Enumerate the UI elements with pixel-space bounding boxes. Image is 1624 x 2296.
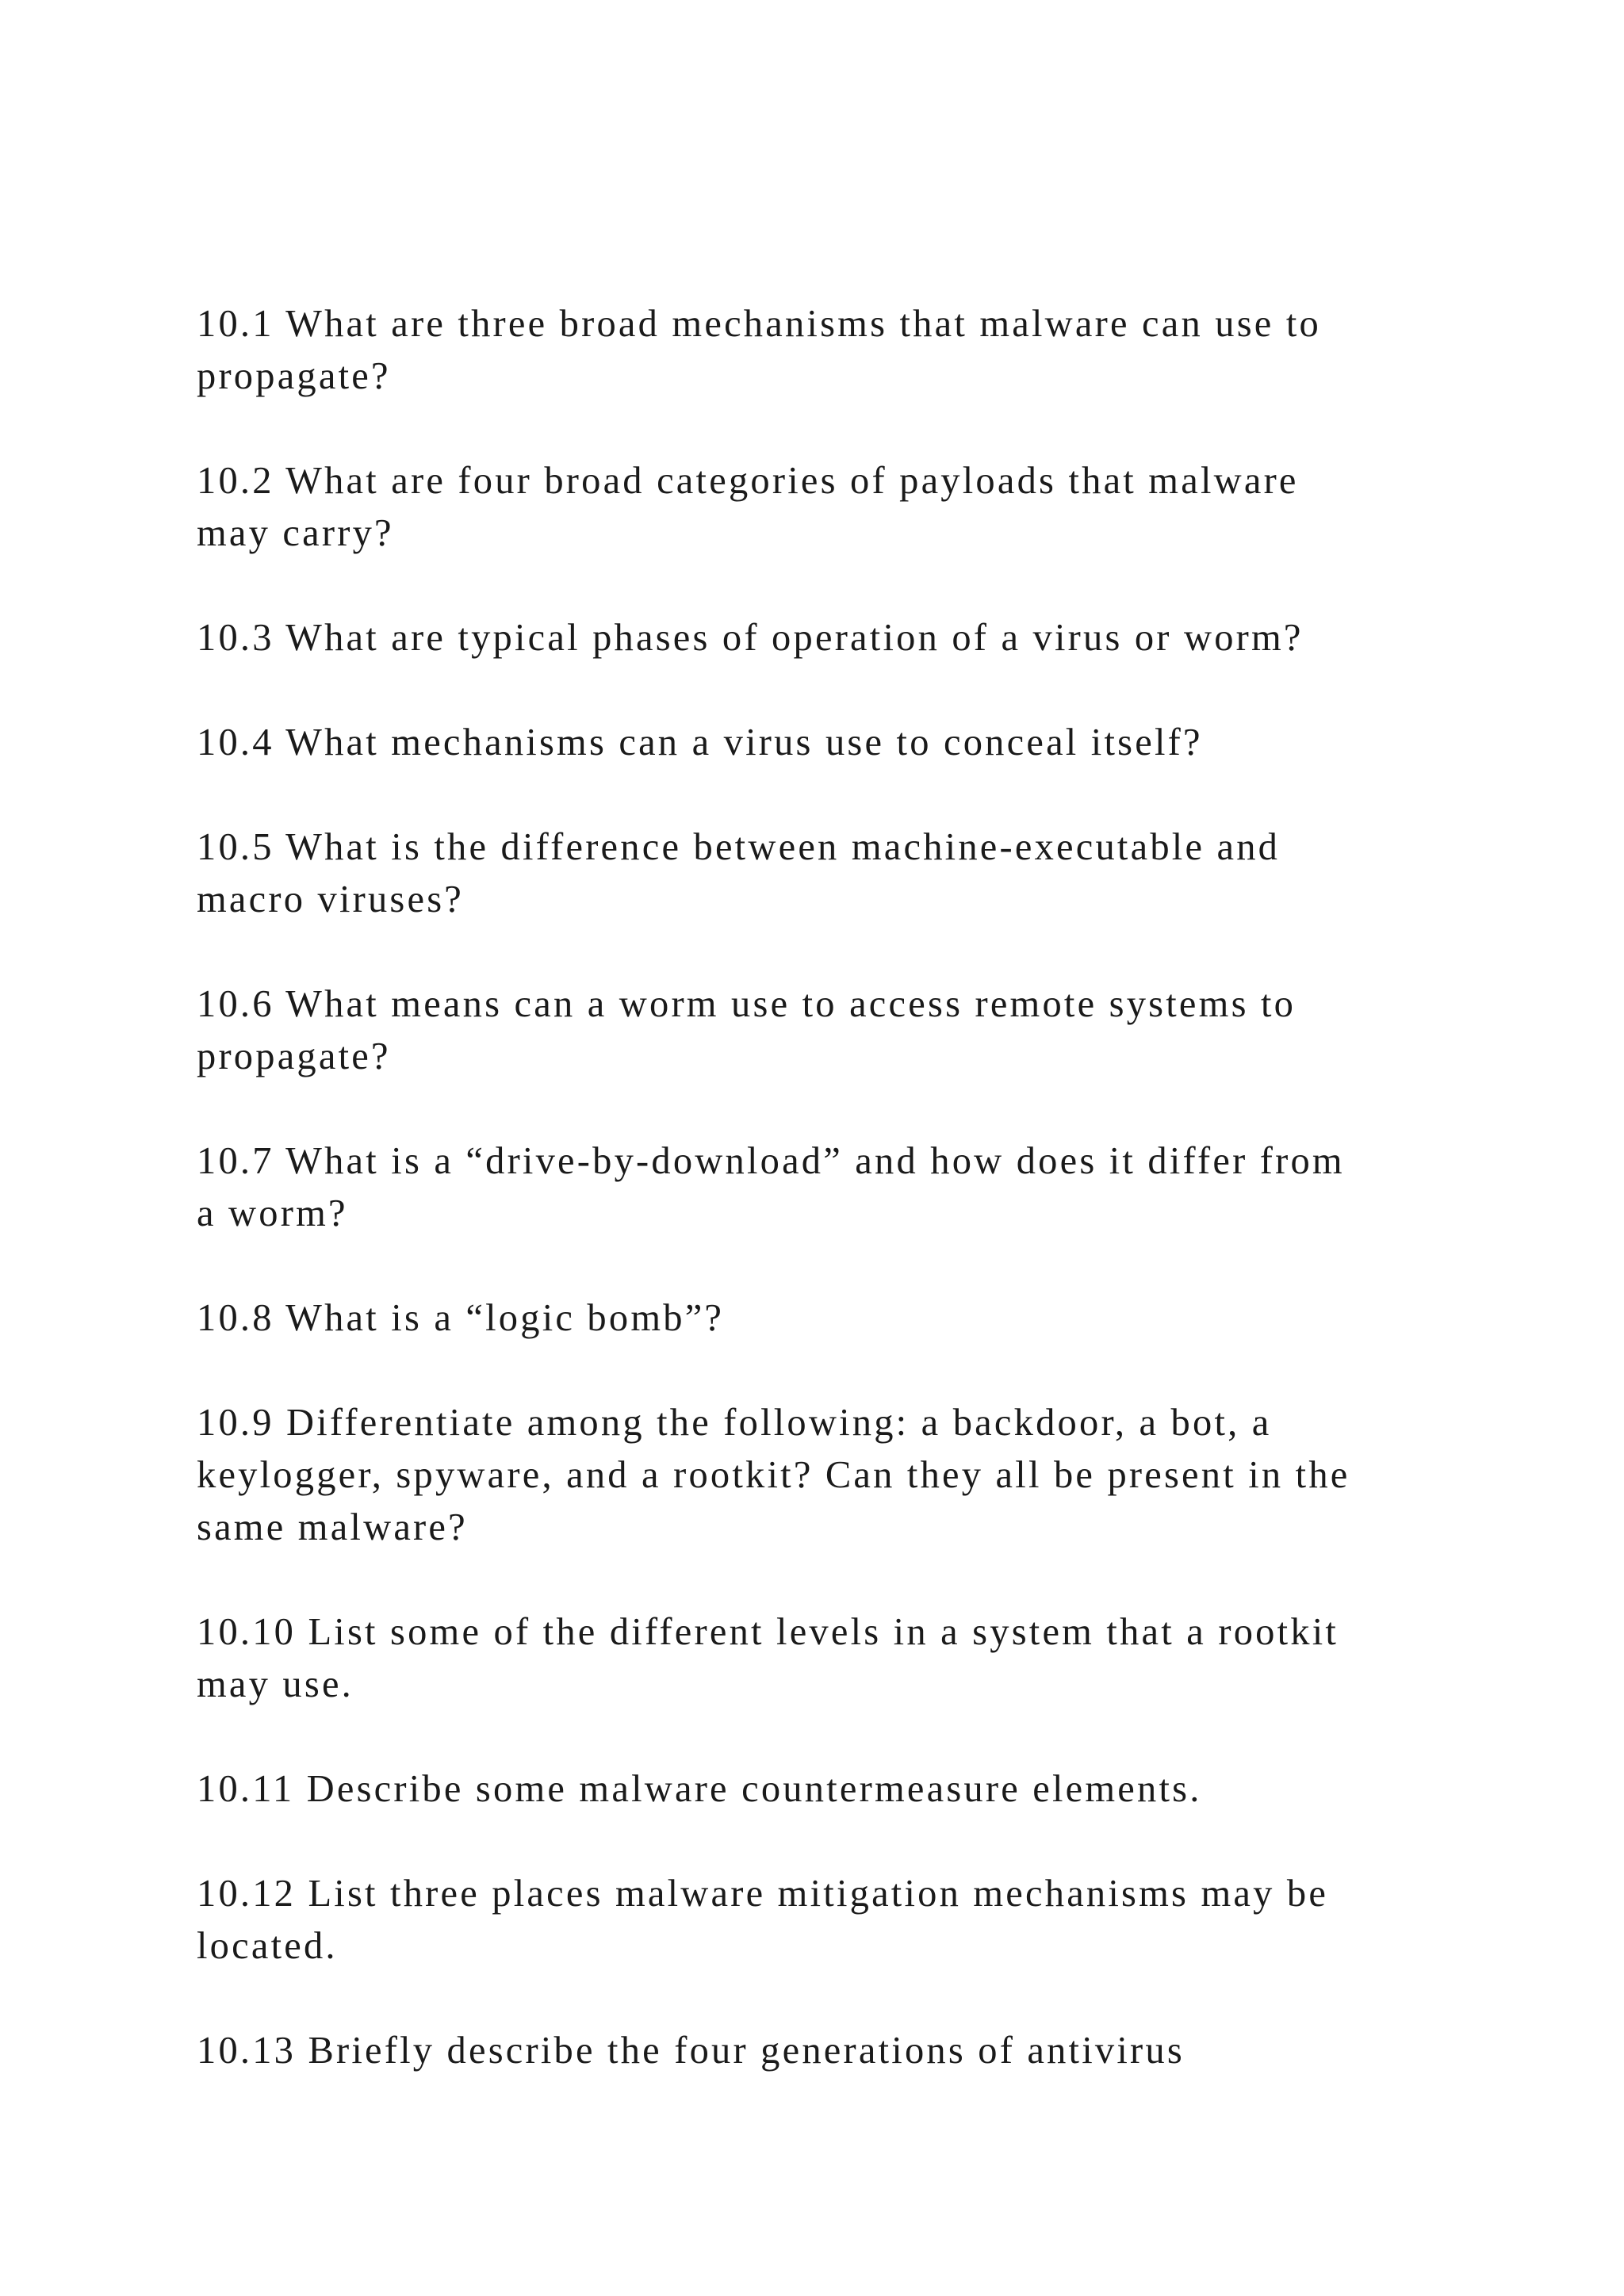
question-10-12: 10.12 List three places malware mitigation mechanisms may be located.	[197, 1873, 1329, 1967]
question-10-13: 10.13 Briefly describe the four generations of antivirus	[197, 2030, 1185, 2072]
question-10-11: 10.11 Describe some malware countermeasure elements.	[197, 1768, 1202, 1810]
review-question-list	[197, 298, 1529, 2130]
question-10-9: 10.9 Differentiate among the following: a backdoor, a bot, a keylogger, spyware, and a rootkit? Can they all be present in the same malware?	[197, 1402, 1350, 1548]
question-10-2: 10.2 What are four broad categories of payloads that malware may carry?	[197, 460, 1299, 554]
question-10-1: 10.1 What are three broad mechanisms that malware can use to propagate?	[197, 303, 1321, 397]
question-10-7: 10.7 What is a “drive-by-download” and how does it differ from a worm?	[197, 1140, 1345, 1234]
question-10-8: 10.8 What is a “logic bomb”?	[197, 1297, 725, 1339]
question-10-10: 10.10 List some of the different levels in a system that a rootkit may use.	[197, 1611, 1339, 1705]
question-10-5: 10.5 What is the difference between machine-executable and macro viruses?	[197, 826, 1281, 920]
question-10-3: 10.3 What are typical phases of operation of a virus or worm?	[197, 617, 1304, 659]
question-10-6: 10.6 What means can a worm use to access remote systems to propagate?	[197, 983, 1297, 1077]
question-10-4: 10.4 What mechanisms can a virus use to conceal itself?	[197, 721, 1203, 763]
